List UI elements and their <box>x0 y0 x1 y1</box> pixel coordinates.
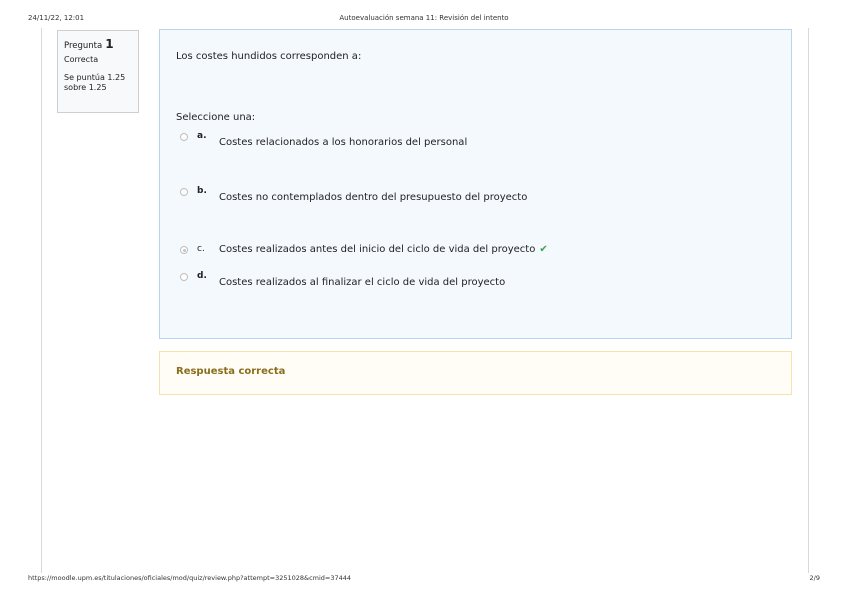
question-grade: Se puntúa 1.25 sobre 1.25 <box>64 73 126 92</box>
right-page-border <box>808 28 809 573</box>
answer-letter: d. <box>197 271 207 281</box>
answer-letter: b. <box>197 186 207 196</box>
document-title: Autoevaluación semana 11: Revisión del intento <box>339 14 509 22</box>
print-datetime: 24/11/22, 12:01 <box>28 14 85 22</box>
answer-text: Costes realizados antes del inicio del ciclo de vida del proyecto <box>219 244 536 255</box>
question-number: 1 <box>105 37 114 51</box>
answer-text-wrap <box>219 244 548 255</box>
question-text: Los costes hundidos corresponden a: <box>176 51 362 62</box>
answer-prompt: Seleccione una: <box>176 112 256 123</box>
answer-text: Costes relacionados a los honorarios del personal <box>219 137 468 148</box>
check-icon: ✔ <box>539 244 548 255</box>
answer-text: Costes realizados al finalizar el ciclo de vida del proyecto <box>219 277 506 288</box>
question-info-box <box>57 30 139 113</box>
outcome-box <box>159 351 792 395</box>
radio-d[interactable] <box>180 273 188 281</box>
print-header <box>28 14 820 26</box>
radio-b[interactable] <box>180 188 188 196</box>
answer-text: Costes no contemplados dentro del presupuesto del proyecto <box>219 192 528 203</box>
left-page-border <box>41 28 42 573</box>
question-label: Pregunta <box>64 41 103 51</box>
page-url: https://moodle.upm.es/titulaciones/oficiales/mod/quiz/review.php?attempt=3251028&cmid=37444 <box>28 574 352 582</box>
radio-a[interactable] <box>180 133 188 141</box>
radio-c[interactable] <box>180 246 188 254</box>
question-formulation <box>159 29 792 339</box>
answer-letter: c. <box>197 244 205 254</box>
print-footer <box>28 574 820 584</box>
feedback-text: Respuesta correcta <box>176 366 286 377</box>
page-number: 2/9 <box>809 574 820 582</box>
question-state: Correcta <box>64 55 99 64</box>
answer-letter: a. <box>197 131 207 141</box>
